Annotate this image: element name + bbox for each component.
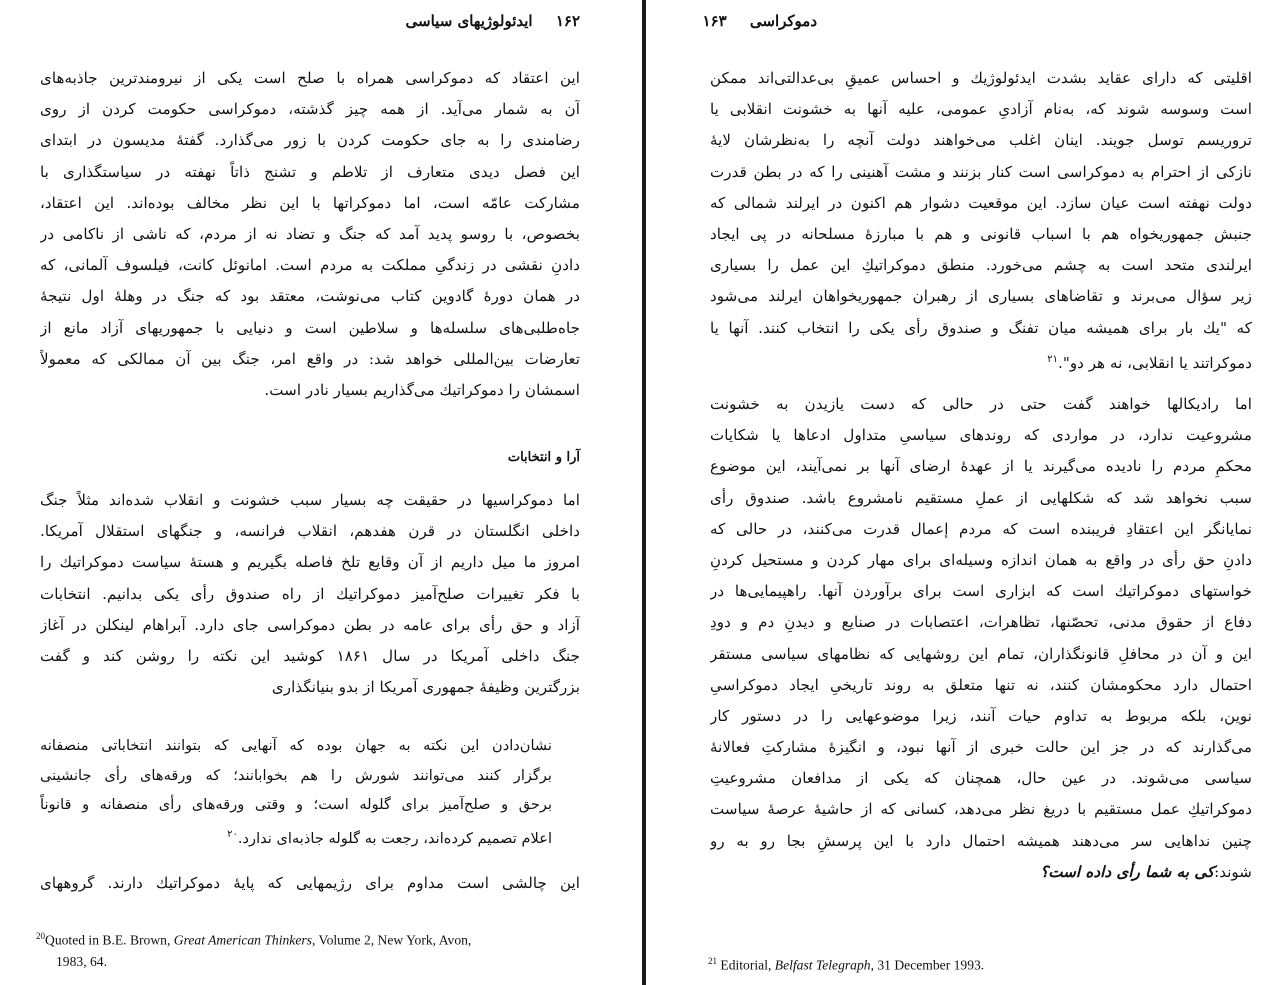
quote-line: برحق و صلح‌آمیز برای گلوله است؛ و وقتی ورقه‌های رأی منصفانه و قانوناً: [40, 796, 552, 813]
text-line: سیاسی می‌شوند. در عین حال، همچنان که یکی از مدافعان مشروعیتِ: [710, 769, 1252, 788]
text-line: بزرگترین وظیفهٔ جمهوری آمریکا از بدو بنیانگذاری: [271, 678, 580, 697]
text-line: امروز ما میل داریم از آن وقایع تلخ فاصله بگیریم و هستهٔ سیاست دموکراتیك را: [40, 553, 580, 572]
text-line: جاه‌طلبی‌های سلسله‌ها و سلاطین است و دنیایی با جمهوریهای آزاد مانع از: [40, 318, 580, 337]
text-line: احتمال دارد محکومشان کنند، نه تنها متعلق به روند تاریخیِ ایجاد دموکراسیِ: [710, 675, 1252, 694]
text-line: تروریسم توسل جویند. اینان اغلب می‌خواهند دولت آنچه را به‌نظرشان لایهٔ: [710, 131, 1252, 150]
section-subheading: آرا و انتخابات: [507, 450, 580, 465]
text-line: این چالشی است مداوم برای رژیمهایی که پایهٔ دموکراتیك دارند. گروههای: [40, 874, 580, 892]
closing-question: کی به شما رأی داده است؟: [1040, 862, 1215, 881]
text-line: محکمِ مردم را نادیده می‌گیرند یا از عهدهٔ ارضای آنها بر نمی‌آیند، این موضوع: [710, 457, 1252, 476]
text-line: این اعتقاد که دموکراسی همراه با صلح است یکی از نیرومندترین جاذبه‌های: [40, 69, 580, 87]
text-line: تعارضات بین‌المللی خواهد شد: در واقع امر، جنگ بین آن ممالکی که معمولاً: [40, 349, 580, 368]
text-line: اما رادیکالها خواهند گفت حتی در حالی که دست یازیدن به خشونت: [710, 395, 1252, 413]
text-line: می‌گذارند که در جز این حالت خبری از آنها نبود، و انگیزهٔ مشارکتِ فعالانهٔ: [710, 738, 1252, 757]
right-page-number: ۱۶۳: [702, 12, 727, 30]
text-line: دموکراتیكِ عمل مستقیم با دریغ نظر می‌دهد، کسانی که از حاشیهٔ عرصهٔ سیاست: [710, 800, 1252, 819]
footnote-line: [36, 926, 471, 951]
text-line: مشروعیت ندارد، در مواردی که روندهای سیاسیِ متداول ادعاها یا شکایات: [710, 426, 1252, 445]
text-line: داخلی انگلستان در قرن هفدهم، انقلاب فرانسه، و جنگهای استقلال آمریکا.: [40, 522, 580, 541]
book-gutter: [642, 0, 646, 985]
right-paragraph-2: [710, 389, 1252, 888]
left-page-number: ۱۶۲: [555, 12, 580, 30]
footnote-marker-20: ۲۰: [227, 828, 238, 840]
right-paragraph-1: [710, 63, 1252, 375]
left-paragraph-1: [40, 63, 580, 406]
left-page: [0, 0, 642, 985]
text-line-content: دموکراتند یا انقلابی، نه هر دو".: [1058, 353, 1252, 372]
text-line: [710, 857, 1252, 888]
text-line: است وسوسه شوند که، به‌نام آزادیِ عمومی، علیه آنها به خشونت انقلابی یا: [710, 100, 1252, 119]
text-line: دولت نهفته است عیان سازد. این موقعیت دشوار هم اکنون در ایرلند شمالی که: [710, 193, 1252, 212]
quote-line: برگزار کنند می‌توانند شورش را هم بخوابانند؛ که ورقه‌های رأی جانشینی: [40, 766, 552, 784]
text-line: اما دموکراسیها در حقیقت چه بسیار سبب خشونت و انقلاب شده‌اند مثلاً جنگ: [40, 491, 580, 509]
text-line: جنگ داخلی آمریکا در سال ۱۸۶۱ کوشید این نکته را روشن کند و گفت: [40, 646, 580, 665]
text-line: اسمشان را دموکراتیك می‌گذاریم بسیار نادر است.: [264, 380, 580, 399]
text-line: سبب نخواهد شد که شکلهایی از عملِ مستقیم نامشروع باشد. صندوق رأی: [710, 488, 1252, 507]
footnote-line: [708, 951, 984, 976]
text-line: آن به شمار می‌آید. از همه چیز گذشته، دموکراسی حکومت کردن از روی: [40, 100, 580, 119]
footnote-20: [36, 926, 471, 972]
text-line: در همان دورهٔ گادوین کتاب می‌نوشت، معتقد بود که جنگ در وهلهٔ اول نتیجهٔ: [40, 287, 580, 306]
footnote-text: , Volume 2, New York, Avon,: [311, 932, 472, 948]
right-page-running-title: دموکراسی: [749, 12, 817, 30]
text-line: اقلیتی که دارای عقاید بشدت ایدئولوژیك و احساس عمیقِ بی‌عدالتی‌اند ممکن: [710, 69, 1252, 87]
quote-line: [40, 820, 552, 850]
footnote-line: 1983, 64.: [56, 953, 107, 969]
footnote-newspaper-title: Belfast Telegraph: [774, 957, 871, 973]
text-line: جنبش جمهوریخواه هم با اسباب قانونی و هم با مبارزهٔ مسلحانه در پی ایجاد: [710, 224, 1252, 243]
left-page-header: [406, 12, 580, 30]
footnote-book-title: Great American Thinkers: [173, 932, 312, 948]
right-page-header: [702, 12, 817, 30]
footnote-number: 21: [708, 956, 717, 966]
text-line: نوین، بلکه مربوط به تداوم حیات آنند، زیرا موضوعهایی را در دستور کار: [710, 706, 1252, 725]
text-line: نازکی از احترام به دموکراسی است کنار بزنند و مشت آهنینی را که در بطن قدرت: [710, 162, 1252, 181]
left-paragraph-3: [40, 868, 580, 899]
text-line: [710, 344, 1252, 375]
text-line: خواستهای دموکراتیك است که ابزاری است برای برآوردن آنها. راهپیمایی‌ها در: [710, 582, 1252, 601]
text-line: دادنِ حق رأی در واقع به همان اندازه وسیله‌ای برای مهار کردن و مستحیل کردنِ: [710, 550, 1252, 569]
text-line: با فکر تغییرات صلح‌آمیز دموکراتیك از راه صندوق رأی یکی بدانیم. انتخابات: [40, 584, 580, 603]
quote-line: نشان‌دادن این نکته به جهان بوده که آنهایی که بتوانند انتخاباتی منصفانه: [40, 737, 552, 754]
footnote-text: , 31 December 1993.: [870, 957, 985, 973]
text-line: زیر سؤال می‌برند و تقاضاهای بسیاری از رهبران جمهوریخواهان ایرلند می‌شود: [710, 287, 1252, 306]
text-line: رضامندی را به جای حکومت کردن با زور می‌گذارد. گفتهٔ مدیسون در ابتدای: [40, 131, 580, 150]
footnote-text: Quoted in B.E. Brown,: [45, 932, 174, 948]
block-quote: [40, 731, 552, 849]
text-line: که "یك بار برای همیشه میان تفنگ و صندوق رأی یکی را انتخاب کنند. آنها یا: [710, 318, 1252, 337]
footnote-text: Editorial,: [720, 957, 775, 973]
text-line: این و آن در محافلِ قانونگذاران، تمام این روشهایی که نظامهای سیاسی مستقر: [710, 644, 1252, 663]
quote-line-text: اعلام تصمیم کرده‌اند، رجعت به گلوله جاذبه‌ای ندارد.: [237, 829, 552, 847]
text-line: نمایانگر این اعتقادِ فریبنده است که مردم إعمال قدرت می‌کنند، در حالی که: [710, 519, 1252, 538]
text-line: دفاع از حقوق مدنی، تحصّنها، تظاهرات، اعتصابات در صنایع و دیدنِ دم و دودِ: [710, 613, 1252, 632]
footnote-21: [708, 951, 984, 976]
text-line: مشارکت عامّه است، اما دموکراتها با این نظر مخالف بوده‌اند. این اعتقاد،: [40, 193, 580, 212]
text-line: آزاد و حق رأی برای عامه در بطن دموکراسی جای دارد. آبراهام لینکلن در آغاز: [40, 615, 580, 634]
text-line: چنین نداهایی سر می‌دهند همیشه احتمال دارد با این پرسشِ بجا رو به رو: [710, 831, 1252, 850]
left-page-running-title: ایدئولوژیهای سیاسی: [405, 12, 533, 30]
text-line: دادنِ نقشی در زندگیِ مملکت به مردم است. امانوئل کانت، فیلسوف آلمانی، که: [40, 256, 580, 275]
left-paragraph-2: [40, 485, 580, 703]
right-page: [648, 0, 1287, 985]
text-line: این فصل دیدی متعارف از تلاطم و تشنج ذاتاً نهفته در سیاستگذاری با: [40, 162, 580, 181]
text-line-content: شوند:: [1214, 862, 1252, 881]
footnote-number: 20: [36, 931, 45, 941]
footnote-marker-21: ۲۱: [1047, 353, 1058, 365]
text-line: بخصوص، با روسو پدید آمد که جنگ و تضاد نه از مردم، که ناشی از ناکامی در: [40, 224, 580, 243]
text-line: ایرلندی متحد است به چشم می‌خورد. منطق دموکراتیكِ این عمل را بسیاری: [710, 256, 1252, 275]
